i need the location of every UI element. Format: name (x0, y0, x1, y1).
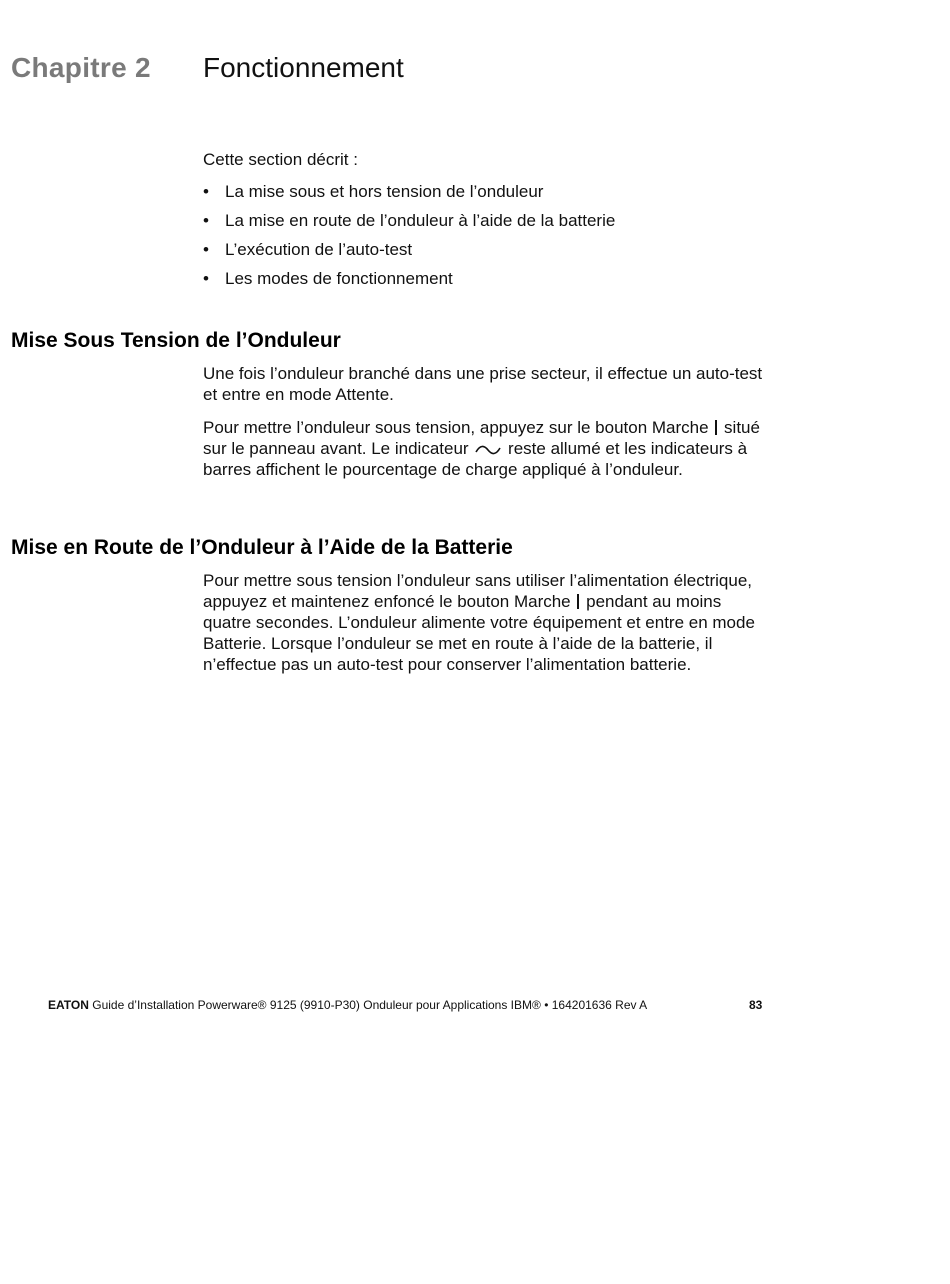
section-title-battery-start: Mise en Route de l’Onduleur à l’Aide de la Batterie (11, 536, 513, 559)
list-item (203, 211, 783, 231)
footer-doc-title: Guide d’Installation Powerware® 9125 (9910-P30) Onduleur pour Applications IBM® (92, 998, 541, 1012)
list-item (203, 182, 783, 202)
paragraph-text: Pour mettre l’onduleur sous tension, appuyez sur le bouton Marche (203, 418, 709, 437)
power-on-bar-icon (577, 594, 579, 609)
footer-separator: • (544, 998, 549, 1012)
chapter-title: Fonctionnement (203, 52, 404, 83)
list-item-text: L’exécution de l’auto-test (225, 240, 413, 259)
list-item-text: La mise en route de l’onduleur à l’aide de la batterie (225, 211, 616, 230)
bullet-icon: • (203, 182, 209, 201)
paragraph (203, 417, 771, 480)
paragraph-text: pendant au moins quatre secondes. L’onduleur alimente votre équipement et entre en mode Batterie. Lorsque l’onduleur se met en route à l’aide de la batterie, il n’effectue pas un auto-test pour conserver l’alimentation batterie. (203, 592, 755, 674)
intro-lead: Cette section décrit : (203, 150, 358, 169)
chapter-number: Chapitre 2 (11, 52, 151, 83)
list-item (203, 240, 783, 260)
paragraph (203, 570, 771, 675)
intro-section (203, 150, 783, 298)
list-item (203, 269, 783, 289)
paragraph-text: situé sur le panneau avant. Le indicateur (203, 418, 760, 458)
section-power-on-body (203, 363, 771, 492)
sine-wave-icon (475, 444, 501, 456)
section-battery-start-body (203, 570, 771, 687)
section-title-power-on: Mise Sous Tension de l’Onduleur (11, 329, 341, 352)
footer-brand: EATON (48, 998, 89, 1012)
footer-doc-number: 164201636 Rev A (551, 998, 648, 1012)
intro-bullet-list (203, 182, 783, 289)
bullet-icon: • (203, 211, 209, 230)
bullet-icon: • (203, 240, 209, 259)
list-item-text: La mise sous et hors tension de l’onduleur (225, 182, 544, 201)
paragraph-text: reste allumé et les indicateurs à barres affichent le pourcentage de charge appliqué à l’onduleur. (203, 439, 748, 479)
list-item-text: Les modes de fonctionnement (225, 269, 453, 288)
paragraph: Une fois l’onduleur branché dans une prise secteur, il effectue un auto-test et entre en mode Attente. (203, 364, 763, 404)
paragraph-text: Pour mettre sous tension l’onduleur sans utiliser l’alimentation électrique, appuyez et maintenez enfoncé le bouton Marche (203, 571, 753, 611)
page-number: 83 (749, 998, 763, 1012)
page-footer (48, 998, 768, 1012)
power-on-bar-icon (715, 420, 717, 435)
bullet-icon: • (203, 269, 209, 288)
